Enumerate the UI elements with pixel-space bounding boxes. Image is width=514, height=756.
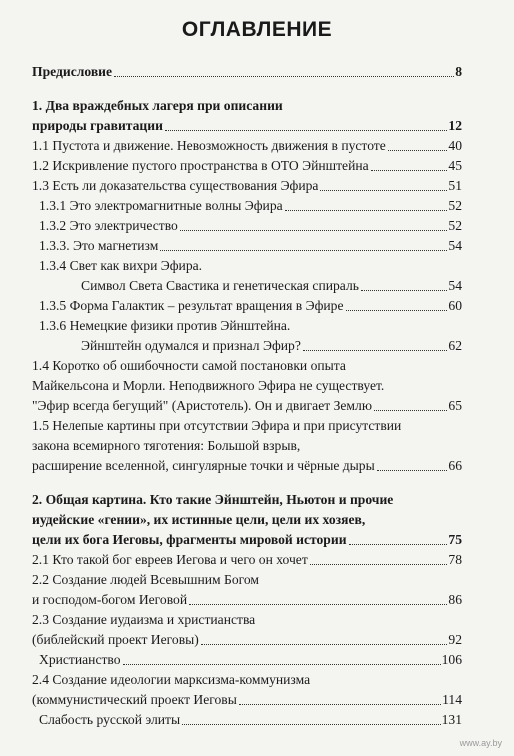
toc-entry[interactable] [32, 710, 462, 730]
toc-entry-line: Майкельсона и Морли. Неподвижного Эфира не существует. [32, 378, 385, 393]
toc-entry-title: природы гравитации [32, 118, 163, 133]
toc-entry-line: 2.2 Создание людей Всевышним Богом [32, 572, 260, 587]
toc-entry-title: (коммунистический проект Иеговы [32, 692, 237, 707]
toc-entry-line: 1.4 Коротко об ошибочности самой постановки опыта [32, 358, 346, 373]
toc-page-number: 40 [448, 138, 462, 153]
dot-leader [371, 170, 448, 171]
toc-entry[interactable] [32, 216, 462, 236]
dot-leader [165, 130, 447, 131]
toc-entry[interactable] [32, 196, 462, 216]
toc-entry-title: 1.3.3. Это магнетизм [39, 238, 159, 253]
dot-leader [377, 470, 448, 471]
table-of-contents [32, 62, 462, 730]
dot-leader [201, 644, 448, 645]
toc-entry-title: расширение вселенной, сингулярные точки и чёрные дыры [32, 458, 375, 473]
toc-entry-line: 2.3 Создание иудаизма и христианства [32, 612, 256, 627]
toc-page-number: 54 [448, 278, 462, 293]
dot-leader [374, 410, 447, 411]
toc-page-number: 8 [455, 64, 462, 79]
toc-entry[interactable] [32, 456, 462, 476]
toc-entry-title: цели их бога Иеговы, фрагменты мировой истории [32, 532, 347, 547]
dot-leader [361, 290, 447, 291]
dot-leader [346, 310, 448, 311]
toc-entry-line: 1.3.4 Свет как вихри Эфира. [39, 258, 203, 273]
page-title: ОГЛАВЛЕНИЕ [181, 18, 333, 41]
toc-entry-line: иудейские «гении», их истинные цели, цели их хозяев, [32, 512, 366, 527]
toc-page-number: 78 [448, 552, 462, 567]
dot-leader [303, 350, 448, 351]
toc-entry-title: 1.3.1 Это электромагнитные волны Эфира [39, 198, 283, 213]
dot-leader [189, 604, 447, 605]
toc-entry-line: закона всемирного тяготения: Большой взрыв, [32, 438, 301, 453]
dot-leader [239, 704, 441, 705]
toc-entry[interactable] [32, 530, 462, 550]
dot-leader [349, 544, 448, 545]
section-gap [32, 82, 462, 96]
toc-page-number: 65 [448, 398, 462, 413]
dot-leader [180, 230, 448, 231]
toc-page-number: 114 [442, 692, 462, 707]
toc-entry-line: 2. Общая картина. Кто такие Эйнштейн, Ньютон и прочие [32, 492, 394, 507]
dot-leader [182, 724, 441, 725]
toc-entry-title: (библейский проект Иеговы) [32, 632, 199, 647]
toc-page-number: 45 [448, 158, 462, 173]
toc-page-number: 66 [448, 458, 462, 473]
toc-page-number: 52 [448, 218, 462, 233]
toc-entry[interactable] [32, 550, 462, 570]
toc-entry[interactable] [32, 590, 462, 610]
toc-entry-title: 1.3 Есть ли доказательства существования Эфира [32, 178, 319, 193]
toc-page-number: 52 [448, 198, 462, 213]
dot-leader [160, 250, 447, 251]
toc-entry[interactable] [32, 176, 462, 196]
toc-entry-title: Эйнштейн одумался и признал Эфир? [81, 338, 301, 353]
dot-leader [285, 210, 448, 211]
toc-entry[interactable] [32, 336, 462, 356]
toc-page-number: 106 [441, 652, 462, 667]
toc-entry-title: Христианство [39, 652, 121, 667]
toc-page-number: 62 [448, 338, 462, 353]
toc-entry-line: 1.5 Нелепые картины при отсутствии Эфира и при присутствии [32, 418, 402, 433]
toc-entry-title: Предисловие [32, 64, 113, 79]
toc-page-number: 54 [448, 238, 462, 253]
toc-entry[interactable] [32, 136, 462, 156]
toc-entry-title: 2.1 Кто такой бог евреев Иегова и чего он хочет [32, 552, 308, 567]
toc-entry-line: 1. Два враждебных лагеря при описании [32, 98, 283, 113]
dot-leader [123, 664, 441, 665]
toc-page-number: 51 [448, 178, 462, 193]
toc-entry[interactable] [32, 396, 462, 416]
watermark: www.ay.by [459, 738, 502, 748]
toc-entry-line: 2.4 Создание идеологии марксизма-коммунизма [32, 672, 311, 687]
toc-page-number: 75 [448, 532, 462, 547]
toc-entry-title: Слабость русской элиты [39, 712, 181, 727]
toc-entry-title: 1.1 Пустота и движение. Невозможность движения в пустоте [32, 138, 386, 153]
toc-page-number: 12 [448, 118, 462, 133]
dot-leader [310, 564, 448, 565]
toc-entry[interactable] [32, 236, 462, 256]
toc-entry[interactable] [32, 62, 462, 82]
toc-entry-title: 1.2 Искривление пустого пространства в ОТО Эйнштейна [32, 158, 369, 173]
toc-entry-title: и господом-богом Иеговой [32, 592, 188, 607]
toc-entry-title: 1.3.2 Это электричество [39, 218, 178, 233]
toc-entry-title: 1.3.5 Форма Галактик – результат вращения в Эфире [39, 298, 344, 313]
toc-entry[interactable] [32, 296, 462, 316]
toc-page-number: 92 [448, 632, 462, 647]
dot-leader [388, 150, 448, 151]
toc-entry[interactable] [32, 276, 462, 296]
toc-entry[interactable] [32, 156, 462, 176]
toc-entry[interactable] [32, 650, 462, 670]
toc-entry[interactable] [32, 116, 462, 136]
toc-entry-title: "Эфир всегда бегущий" (Аристотель). Он и двигает Землю [32, 398, 372, 413]
toc-entry-title: Символ Света Свастика и генетическая спираль [81, 278, 359, 293]
toc-page-number: 131 [441, 712, 462, 727]
toc-page-number: 86 [448, 592, 462, 607]
toc-entry[interactable] [32, 690, 462, 710]
section-gap [32, 476, 462, 490]
toc-entry-line: 1.3.6 Немецкие физики против Эйнштейна. [39, 318, 291, 333]
toc-page-number: 60 [448, 298, 462, 313]
dot-leader [320, 190, 447, 191]
toc-entry[interactable] [32, 630, 462, 650]
dot-leader [114, 76, 454, 77]
